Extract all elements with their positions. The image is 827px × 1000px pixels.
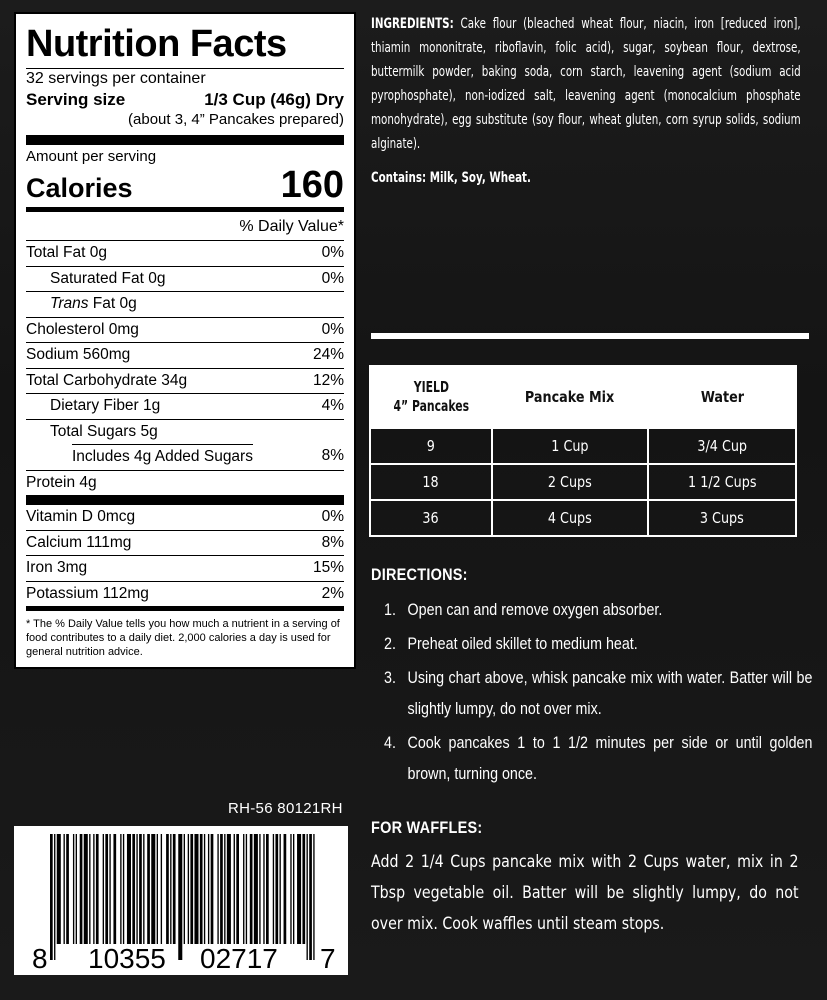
nutrient-row bbox=[26, 317, 344, 343]
nutrient-label: Iron 3mg bbox=[26, 559, 88, 576]
barcode-bar bbox=[273, 834, 274, 944]
section-divider bbox=[371, 333, 809, 339]
barcode-bar bbox=[105, 834, 108, 944]
barcode-bar bbox=[80, 834, 83, 944]
barcode-bar bbox=[220, 834, 223, 944]
barcode-bar bbox=[250, 834, 253, 944]
nutrient-row bbox=[26, 419, 344, 445]
barcode-bar bbox=[166, 834, 169, 944]
barcode-bar bbox=[173, 834, 176, 944]
barcode-bar bbox=[113, 834, 116, 944]
nutrient-label: Total Fat 0g bbox=[26, 244, 107, 261]
product-code: RH-56 80121RH bbox=[228, 800, 343, 817]
direction-step: Using chart above, whisk pancake mix with water. Batter will be slightly lumpy, do not over mix. bbox=[407, 668, 813, 718]
nutrient-row bbox=[26, 505, 344, 530]
nutrient-label: Total Sugars 5g bbox=[50, 422, 158, 440]
table-cell: 2 Cups bbox=[492, 464, 648, 500]
barcode-bar bbox=[178, 834, 182, 960]
barcode-bar bbox=[157, 834, 158, 944]
barcode-bar bbox=[290, 834, 291, 944]
barcode-bar bbox=[50, 834, 53, 960]
direction-step: Cook pancakes 1 to 1 1/2 minutes per side or until golden brown, turning once. bbox=[407, 733, 813, 783]
table-row bbox=[370, 500, 796, 536]
directions-title: DIRECTIONS: bbox=[371, 565, 468, 584]
nutrient-row bbox=[26, 555, 344, 581]
barcode-bar bbox=[139, 834, 142, 944]
serving-size-value: 1/3 Cup (46g) Dry bbox=[204, 90, 344, 109]
table-cell: 9 bbox=[370, 428, 492, 464]
yield-table bbox=[369, 365, 797, 537]
table-cell: 18 bbox=[370, 464, 492, 500]
waffles-text: Add 2 1/4 Cups pancake mix with 2 Cups water, mix in 2 Tbsp vegetable oil. Batter will be slightly lumpy, do not over mix. Cook waffles until steam stops. bbox=[371, 852, 799, 934]
barcode-bar bbox=[57, 834, 61, 944]
barcode-bar bbox=[236, 834, 239, 944]
barcode-bar bbox=[224, 834, 225, 944]
header-water: Water bbox=[648, 366, 796, 428]
nutrient-dv: 0% bbox=[321, 320, 344, 338]
barcode-bar bbox=[132, 834, 135, 944]
barcode-bar bbox=[200, 834, 203, 944]
barcode-bar bbox=[151, 834, 155, 944]
nutrient-row bbox=[26, 530, 344, 556]
barcode-bar bbox=[254, 834, 258, 944]
barcode-bar bbox=[188, 834, 189, 944]
barcode-bar bbox=[302, 834, 305, 944]
nutrient-row bbox=[72, 444, 344, 470]
ingredients-label: INGREDIENTS: bbox=[371, 16, 454, 32]
barcode-bar bbox=[297, 834, 301, 944]
nutrient-dv: 8% bbox=[321, 533, 344, 551]
barcode-bar bbox=[246, 834, 247, 944]
barcode-bar bbox=[275, 834, 278, 944]
nutrient-dv: 4% bbox=[321, 397, 344, 414]
barcode-bar bbox=[109, 834, 110, 944]
table-cell: 3 Cups bbox=[648, 500, 796, 536]
nutrient-dv: 8% bbox=[321, 447, 344, 464]
nutrient-dv: 12% bbox=[312, 371, 344, 389]
nutrient-label: Includes 4g Added Sugars bbox=[72, 444, 253, 470]
nutrition-facts-title: Nutrition Facts bbox=[26, 23, 287, 65]
table-row bbox=[370, 464, 796, 500]
amount-per-serving: Amount per serving bbox=[26, 148, 157, 165]
ingredients-paragraph bbox=[371, 12, 801, 156]
barcode-bar bbox=[211, 834, 214, 944]
servings-per-container: 32 servings per container bbox=[26, 70, 206, 87]
nutrient-dv: 24% bbox=[312, 346, 344, 363]
barcode-bar bbox=[307, 834, 308, 960]
barcode-bar bbox=[96, 834, 99, 944]
barcode-bar bbox=[170, 834, 171, 944]
nutrition-facts-panel bbox=[14, 12, 356, 669]
daily-value-footnote: * The % Daily Value tells you how much a nutrient in a serving of food contributes to a daily diet. 2,000 calories a day is used for general nutrition advice. bbox=[26, 618, 340, 658]
barcode-bar bbox=[103, 834, 104, 944]
barcode-bar bbox=[313, 834, 314, 960]
barcode-bar bbox=[89, 834, 90, 944]
header-pancake-mix: Pancake Mix bbox=[492, 366, 648, 428]
nutrient-label: Calcium 111mg bbox=[26, 533, 132, 551]
nutrient-row bbox=[26, 581, 344, 607]
barcode-bar bbox=[227, 834, 231, 944]
barcode-bars bbox=[14, 826, 348, 975]
ingredients-section bbox=[371, 12, 801, 186]
barcode-bar bbox=[127, 834, 131, 944]
barcode-bar bbox=[234, 834, 235, 944]
direction-step: Open can and remove oxygen absorber. bbox=[407, 600, 663, 619]
barcode-bar bbox=[120, 834, 121, 944]
nutrient-label: Cholesterol 0mg bbox=[26, 320, 139, 338]
barcode-bar bbox=[259, 834, 260, 944]
barcode-bar bbox=[123, 834, 124, 944]
table-cell: 3/4 Cup bbox=[648, 428, 796, 464]
barcode-bar bbox=[293, 834, 294, 944]
barcode-bar bbox=[194, 834, 198, 944]
barcode-bar bbox=[243, 834, 244, 944]
nutrient-dv: 2% bbox=[321, 584, 344, 602]
barcode-bar bbox=[136, 834, 137, 944]
barcode-bar bbox=[266, 834, 269, 944]
nutrient-label: Protein 4g bbox=[26, 473, 97, 491]
barcode-bar bbox=[84, 834, 88, 944]
calories-row bbox=[26, 165, 344, 205]
barcode-digit-group: 8 bbox=[32, 943, 48, 974]
nutrient-row bbox=[26, 291, 344, 317]
nutrient-dv: 0% bbox=[321, 244, 344, 261]
nutrient-dv: 15% bbox=[312, 559, 344, 576]
barcode-bar bbox=[143, 834, 144, 944]
waffles-title: FOR WAFFLES: bbox=[371, 818, 483, 837]
list-item: 4. Cook pancakes 1 to 1 1/2 minutes per side or until golden brown, turning once. bbox=[384, 727, 812, 789]
nutrient-label: Sodium 560mg bbox=[26, 346, 131, 363]
calories-value: 160 bbox=[280, 164, 344, 206]
serving-size bbox=[26, 89, 344, 110]
allergen-statement: Contains: Milk, Soy, Wheat. bbox=[371, 170, 531, 186]
barcode-bar bbox=[217, 834, 218, 944]
barcode-bar bbox=[184, 834, 185, 944]
barcode-bar bbox=[76, 834, 77, 944]
table-cell: 1 Cup bbox=[492, 428, 648, 464]
nutrient-row bbox=[26, 342, 344, 368]
table-row bbox=[370, 428, 796, 464]
barcode-digit-group: 02717 bbox=[200, 943, 278, 974]
barcode-bar bbox=[64, 834, 65, 944]
header-yield: YIELD 4” Pancakes bbox=[370, 366, 492, 428]
barcode-bar bbox=[93, 834, 94, 944]
nutrient-row bbox=[26, 393, 344, 419]
nutrient-row bbox=[26, 266, 344, 292]
barcode-bar bbox=[54, 834, 55, 960]
yield-table-header bbox=[370, 366, 796, 428]
table-cell: 4 Cups bbox=[492, 500, 648, 536]
nutrient-label: Trans Fat 0g bbox=[50, 295, 137, 312]
list-item: 3. Using chart above, whisk pancake mix with water. Batter will be slightly lumpy, do not over mix. bbox=[384, 662, 812, 724]
upc-barcode bbox=[14, 826, 348, 975]
barcode-bar bbox=[280, 834, 281, 944]
nutrient-label: Dietary Fiber 1g bbox=[50, 397, 161, 414]
barcode-bar bbox=[309, 834, 312, 960]
barcode-bar bbox=[66, 834, 69, 944]
serving-size-label: Serving size bbox=[26, 90, 126, 109]
barcode-bar bbox=[73, 834, 74, 944]
nutrient-label: Saturated Fat 0g bbox=[50, 269, 166, 287]
nutrient-label: Vitamin D 0mcg bbox=[26, 508, 136, 525]
barcode-bar bbox=[204, 834, 205, 944]
barcode-digit-group: 7 bbox=[320, 943, 336, 974]
list-item: 2. Preheat oiled skillet to medium heat. bbox=[384, 628, 812, 659]
nutrient-row bbox=[26, 470, 344, 496]
barcode-bar bbox=[190, 834, 193, 944]
ingredients-text: Cake flour (bleached wheat flour, niacin, iron [reduced iron], thiamin mononitrate, riboflavin, folic acid), sugar, soybean flour, dextrose, buttermilk powder, baking soda, corn starch, leavening agent (sodium acid pyrophosphate), non-iodized salt, leavening agent (monocalcium phosphate monohydrate), egg substitute (soy flour, wheat gluten, corn syrup solids, sodium alginate). bbox=[371, 16, 801, 152]
table-cell: 36 bbox=[370, 500, 492, 536]
directions-list bbox=[384, 594, 812, 792]
barcode-digit-group: 10355 bbox=[88, 943, 166, 974]
nutrient-label: Total Carbohydrate 34g bbox=[26, 371, 188, 389]
nutrient-dv: 0% bbox=[321, 269, 344, 287]
direction-step: Preheat oiled skillet to medium heat. bbox=[407, 634, 638, 653]
barcode-bar bbox=[263, 834, 264, 944]
table-cell: 1 1/2 Cups bbox=[648, 464, 796, 500]
daily-value-header: % Daily Value* bbox=[239, 218, 344, 235]
nutrient-row bbox=[26, 240, 344, 266]
list-item: 1. Open can and remove oxygen absorber. bbox=[384, 594, 812, 625]
barcode-bar bbox=[284, 834, 287, 944]
calories-label: Calories bbox=[26, 173, 133, 203]
nutrient-row bbox=[26, 368, 344, 394]
nutrient-label: Potassium 112mg bbox=[26, 584, 149, 602]
nutrient-dv: 0% bbox=[321, 508, 344, 525]
barcode-bar bbox=[208, 834, 209, 944]
serving-note: (about 3, 4” Pancakes prepared) bbox=[128, 111, 344, 128]
barcode-bar bbox=[161, 834, 162, 944]
barcode-bar bbox=[147, 834, 150, 944]
